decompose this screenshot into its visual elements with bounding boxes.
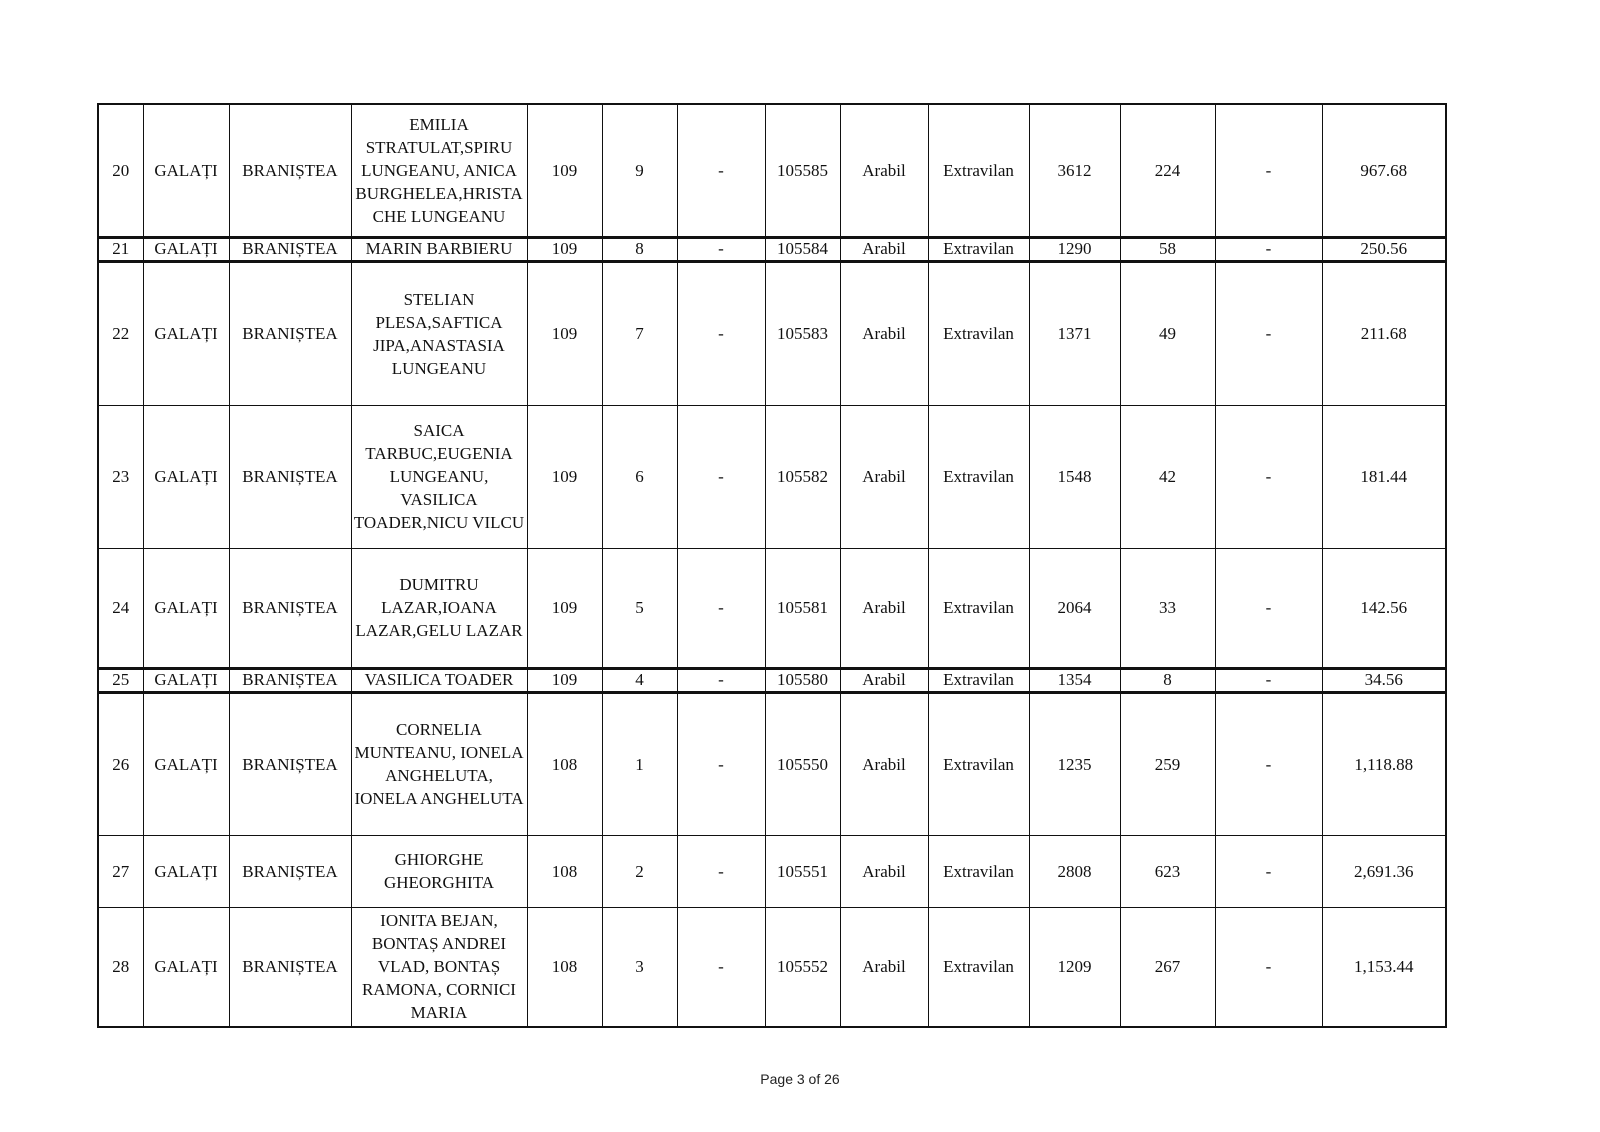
cell-parcela: 2 bbox=[602, 835, 677, 907]
cell-uat: BRANIȘTEA bbox=[229, 907, 351, 1027]
table-row bbox=[98, 548, 1446, 668]
cell-uat: BRANIȘTEA bbox=[229, 261, 351, 405]
cell-cf-vechi: - bbox=[677, 104, 765, 237]
cell-cf: 105550 bbox=[765, 692, 840, 835]
cell-valoare: 1,118.88 bbox=[1322, 692, 1446, 835]
cell-parcela: 1 bbox=[602, 692, 677, 835]
cell-parcela: 8 bbox=[602, 237, 677, 261]
cell-judet: GALAȚI bbox=[143, 835, 229, 907]
table-row bbox=[98, 237, 1446, 261]
cell-intravilan: Extravilan bbox=[928, 237, 1029, 261]
cell-categorie: Arabil bbox=[840, 548, 928, 668]
cell-suprafata-exprop: 33 bbox=[1120, 548, 1215, 668]
cell-proprietar: GHIORGHE GHEORGHITA bbox=[351, 835, 527, 907]
page-number: Page 3 of 26 bbox=[760, 1071, 840, 1087]
cell-suprafata-exprop: 49 bbox=[1120, 261, 1215, 405]
cell-categorie: Arabil bbox=[840, 237, 928, 261]
cell-constructii: - bbox=[1215, 835, 1322, 907]
cell-categorie: Arabil bbox=[840, 907, 928, 1027]
cell-uat: BRANIȘTEA bbox=[229, 237, 351, 261]
cell-uat: BRANIȘTEA bbox=[229, 548, 351, 668]
cell-constructii: - bbox=[1215, 405, 1322, 548]
cell-intravilan: Extravilan bbox=[928, 692, 1029, 835]
table-row bbox=[98, 692, 1446, 835]
cell-tarla: 108 bbox=[527, 907, 602, 1027]
cell-nr: 27 bbox=[98, 835, 143, 907]
cell-valoare: 34.56 bbox=[1322, 668, 1446, 692]
cell-valoare: 181.44 bbox=[1322, 405, 1446, 548]
cell-parcela: 4 bbox=[602, 668, 677, 692]
table-row bbox=[98, 907, 1446, 1027]
cell-judet: GALAȚI bbox=[143, 668, 229, 692]
property-table bbox=[97, 103, 1447, 1028]
cell-parcela: 5 bbox=[602, 548, 677, 668]
cell-categorie: Arabil bbox=[840, 835, 928, 907]
cell-intravilan: Extravilan bbox=[928, 668, 1029, 692]
cell-proprietar: MARIN BARBIERU bbox=[351, 237, 527, 261]
cell-constructii: - bbox=[1215, 668, 1322, 692]
cell-suprafata-exprop: 267 bbox=[1120, 907, 1215, 1027]
cell-intravilan: Extravilan bbox=[928, 548, 1029, 668]
cell-suprafata-exprop: 42 bbox=[1120, 405, 1215, 548]
cell-valoare: 2,691.36 bbox=[1322, 835, 1446, 907]
cell-tarla: 108 bbox=[527, 835, 602, 907]
cell-cf: 105580 bbox=[765, 668, 840, 692]
cell-suprafata: 2064 bbox=[1029, 548, 1120, 668]
cell-suprafata-exprop: 259 bbox=[1120, 692, 1215, 835]
cell-constructii: - bbox=[1215, 237, 1322, 261]
cell-tarla: 109 bbox=[527, 237, 602, 261]
cell-nr: 21 bbox=[98, 237, 143, 261]
cell-proprietar: VASILICA TOADER bbox=[351, 668, 527, 692]
cell-cf: 105581 bbox=[765, 548, 840, 668]
cell-categorie: Arabil bbox=[840, 261, 928, 405]
cell-cf-vechi: - bbox=[677, 405, 765, 548]
cell-cf: 105583 bbox=[765, 261, 840, 405]
cell-suprafata: 1354 bbox=[1029, 668, 1120, 692]
cell-nr: 28 bbox=[98, 907, 143, 1027]
cell-categorie: Arabil bbox=[840, 405, 928, 548]
cell-constructii: - bbox=[1215, 104, 1322, 237]
cell-constructii: - bbox=[1215, 907, 1322, 1027]
cell-suprafata: 1548 bbox=[1029, 405, 1120, 548]
cell-proprietar: SAICA TARBUC,EUGENIA LUNGEANU, VASILICA TOADER,NICU VILCU bbox=[351, 405, 527, 548]
cell-nr: 26 bbox=[98, 692, 143, 835]
cell-suprafata-exprop: 224 bbox=[1120, 104, 1215, 237]
cell-judet: GALAȚI bbox=[143, 237, 229, 261]
cell-intravilan: Extravilan bbox=[928, 104, 1029, 237]
cell-uat: BRANIȘTEA bbox=[229, 835, 351, 907]
cell-valoare: 211.68 bbox=[1322, 261, 1446, 405]
cell-suprafata: 1371 bbox=[1029, 261, 1120, 405]
cell-cf-vechi: - bbox=[677, 692, 765, 835]
table-row bbox=[98, 835, 1446, 907]
cell-uat: BRANIȘTEA bbox=[229, 104, 351, 237]
cell-proprietar: EMILIA STRATULAT,SPIRU LUNGEANU, ANICA BURGHELEA,HRISTACHE LUNGEANU bbox=[351, 104, 527, 237]
cell-constructii: - bbox=[1215, 261, 1322, 405]
cell-tarla: 109 bbox=[527, 405, 602, 548]
cell-parcela: 7 bbox=[602, 261, 677, 405]
cell-cf: 105585 bbox=[765, 104, 840, 237]
cell-proprietar: IONITA BEJAN, BONTAȘ ANDREI VLAD, BONTAȘ RAMONA, CORNICI MARIA bbox=[351, 907, 527, 1027]
cell-suprafata-exprop: 623 bbox=[1120, 835, 1215, 907]
cell-valoare: 250.56 bbox=[1322, 237, 1446, 261]
cell-categorie: Arabil bbox=[840, 668, 928, 692]
cell-judet: GALAȚI bbox=[143, 907, 229, 1027]
cell-judet: GALAȚI bbox=[143, 548, 229, 668]
cell-cf-vechi: - bbox=[677, 668, 765, 692]
cell-judet: GALAȚI bbox=[143, 104, 229, 237]
cell-cf: 105582 bbox=[765, 405, 840, 548]
cell-uat: BRANIȘTEA bbox=[229, 405, 351, 548]
cell-parcela: 6 bbox=[602, 405, 677, 548]
cell-valoare: 142.56 bbox=[1322, 548, 1446, 668]
cell-suprafata: 2808 bbox=[1029, 835, 1120, 907]
cell-proprietar: CORNELIA MUNTEANU, IONELA ANGHELUTA, IONELA ANGHELUTA bbox=[351, 692, 527, 835]
cell-parcela: 9 bbox=[602, 104, 677, 237]
cell-judet: GALAȚI bbox=[143, 261, 229, 405]
cell-cf-vechi: - bbox=[677, 548, 765, 668]
cell-cf-vechi: - bbox=[677, 907, 765, 1027]
cell-categorie: Arabil bbox=[840, 692, 928, 835]
cell-uat: BRANIȘTEA bbox=[229, 692, 351, 835]
cell-tarla: 108 bbox=[527, 692, 602, 835]
cell-cf-vechi: - bbox=[677, 237, 765, 261]
cell-tarla: 109 bbox=[527, 104, 602, 237]
cell-nr: 25 bbox=[98, 668, 143, 692]
cell-intravilan: Extravilan bbox=[928, 405, 1029, 548]
cell-nr: 20 bbox=[98, 104, 143, 237]
cell-nr: 24 bbox=[98, 548, 143, 668]
table-row bbox=[98, 261, 1446, 405]
cell-intravilan: Extravilan bbox=[928, 835, 1029, 907]
cell-nr: 23 bbox=[98, 405, 143, 548]
cell-intravilan: Extravilan bbox=[928, 907, 1029, 1027]
cell-tarla: 109 bbox=[527, 261, 602, 405]
table-row bbox=[98, 405, 1446, 548]
cell-suprafata: 1290 bbox=[1029, 237, 1120, 261]
cell-cf-vechi: - bbox=[677, 835, 765, 907]
cell-proprietar: DUMITRU LAZAR,IOANA LAZAR,GELU LAZAR bbox=[351, 548, 527, 668]
cell-suprafata: 1235 bbox=[1029, 692, 1120, 835]
cell-tarla: 109 bbox=[527, 548, 602, 668]
cell-proprietar: STELIAN PLESA,SAFTICA JIPA,ANASTASIA LUNGEANU bbox=[351, 261, 527, 405]
cell-constructii: - bbox=[1215, 548, 1322, 668]
cell-nr: 22 bbox=[98, 261, 143, 405]
cell-tarla: 109 bbox=[527, 668, 602, 692]
cell-cf: 105551 bbox=[765, 835, 840, 907]
cell-judet: GALAȚI bbox=[143, 692, 229, 835]
cell-suprafata: 3612 bbox=[1029, 104, 1120, 237]
table-row bbox=[98, 668, 1446, 692]
cell-cf: 105552 bbox=[765, 907, 840, 1027]
cell-valoare: 1,153.44 bbox=[1322, 907, 1446, 1027]
cell-suprafata-exprop: 58 bbox=[1120, 237, 1215, 261]
table-row bbox=[98, 104, 1446, 237]
cell-constructii: - bbox=[1215, 692, 1322, 835]
cell-suprafata: 1209 bbox=[1029, 907, 1120, 1027]
cell-suprafata-exprop: 8 bbox=[1120, 668, 1215, 692]
cell-valoare: 967.68 bbox=[1322, 104, 1446, 237]
cell-cf-vechi: - bbox=[677, 261, 765, 405]
cell-uat: BRANIȘTEA bbox=[229, 668, 351, 692]
cell-intravilan: Extravilan bbox=[928, 261, 1029, 405]
cell-categorie: Arabil bbox=[840, 104, 928, 237]
cell-judet: GALAȚI bbox=[143, 405, 229, 548]
cell-parcela: 3 bbox=[602, 907, 677, 1027]
cell-cf: 105584 bbox=[765, 237, 840, 261]
